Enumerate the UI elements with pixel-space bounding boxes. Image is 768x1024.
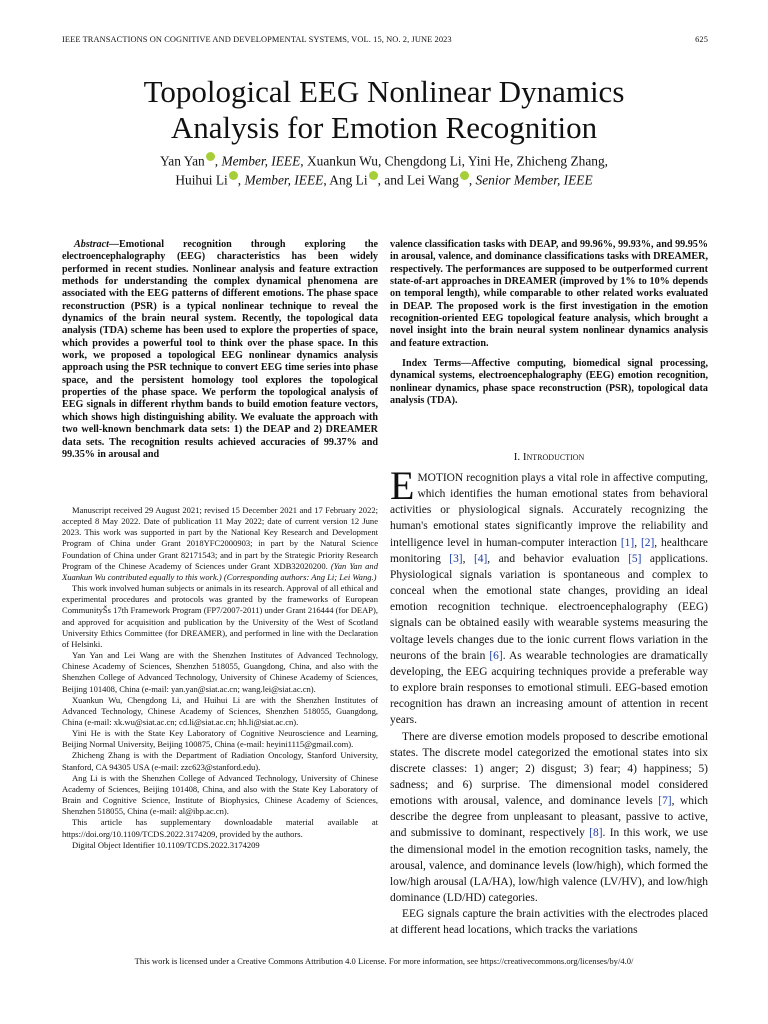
orcid-icon[interactable] — [369, 171, 378, 180]
title-line-2: Analysis for Emotion Recognition — [170, 110, 598, 145]
index-terms-label: Index Terms— — [402, 358, 472, 370]
footnote-corresponding: (Yan Yan and Xuankun Wu contributed equally to this work.) (Corresponding authors: Ang Li; Lei Wang.) — [62, 560, 378, 582]
footnote-affiliation: Zhicheng Zhang is with the Department of Radiation Oncology, Stanford University, Stanford, CA 94305 USA (e-mail: zzc623@stanford.edu). — [62, 750, 378, 772]
orcid-icon[interactable] — [460, 171, 469, 180]
introduction-body — [390, 463, 709, 939]
author-name: , Ang Li — [323, 172, 368, 188]
abstract-text-continued: valence classification tasks with DEAP, and 99.96%, 99.93%, and 99.95% in arousal, valence, and dominance classifications tasks with DREAMER, respectively. The performances are supposed to be outperformed current state-of-art approaches in DREAMER (improved by 1% to 10% depends on temporal length), while comparable to other related works evaluated in DEAP. The proposed work is the first investigation in the emotion recognition-oriented EEG topological feature analysis, which brought a novel insight into the brain neural system nonlinear dynamics analysis and feature extraction. — [390, 239, 708, 349]
citation-link[interactable]: [2] — [640, 536, 655, 549]
author-role: Member, IEEE — [244, 172, 324, 188]
abstract-right — [390, 239, 708, 407]
citation-link[interactable]: [4] — [473, 552, 488, 565]
orcid-icon[interactable] — [229, 171, 238, 180]
author-name: , and Lei Wang — [377, 172, 459, 188]
intro-paragraph: EMOTION recognition plays a vital role in affective computing, which identifies the human emotional states from behavioral activities or physiological signals. Accurately recognizing the human's emotional states significantly improve the reliability and intelligence level in human-computer interaction [1], [2], healthcare monitoring [3], [4], and behavior evaluation [5] applications. Physiological signals variation is spontaneous and complex to conceal when the emotional state changes, providing an ideal emotion recognition technique. electroencephalography (EEG) signals can be obtained easily with wearable systems measuring the voltage levels changes due to the ionic current flows variation in the neurons of the brain [6]. As wearable technologies are dramatically developing, the EEG acquiring techniques provide a preferable way to explore brain responses to emotional stimuli. EEG-based emotion recognition has drawn an increasing amount of attention in recent years. — [390, 463, 709, 727]
footnote-manuscript: Manuscript received 29 August 2021; revised 15 December 2021 and 17 February 2022; accepted 8 May 2022. Date of publication 11 May 2022; date of current version 12 June 2023. This work was supported in part by the National Key Research and Development Program of China under Grant 2018YFC2000903; in part by the Natural Science Foundation of China under Grant 82171543; and in part by the Strategic Priority Research Program of the Chinese Academy of Sciences under Grant XDB32020200. — [62, 505, 378, 571]
license-notice: This work is licensed under a Creative Commons Attribution 4.0 License. For more information, see https://creativecommons.org/licenses/by/4.0/ — [134, 956, 634, 966]
index-terms — [390, 358, 708, 407]
abstract-text: Emotional recognition through exploring the electroencephalography (EEG) characteristics has been widely performed in recent studies. Nonlinear analysis and feature extraction methods for understanding the complex dynamical phenomena are associated with the EEG patterns of different emotions. The phase space reconstruction (PSR) is a typical nonlinear technique to reveal the dynamics of the brain neural system. Recently, the topological data analysis (TDA) scheme has been used to explore the properties of space, which provides a powerful tool to think over the phase space. In this work, we proposed a topological EEG nonlinear dynamics analysis approach using the PSR technique to convert EEG time series into phase space, and the persistent homology tool explores the topological properties of the phase space. We perform the topological analysis of EEG signals in different rhythm bands to build emotion feature vectors, which shows high distinguishing ability. We evaluate the approach with two well-known benchmark data sets: 1) the DEAP and 2) DREAMER data sets. The recognition results achieved accuracies of 99.37% and 99.35% in arousal and — [62, 239, 378, 460]
running-header — [62, 35, 708, 49]
paper-title — [40, 74, 728, 146]
page-number: 625 — [695, 35, 708, 44]
citation-link[interactable]: [6] — [489, 649, 503, 662]
abstract-label: Abstract— — [74, 239, 120, 250]
section-heading — [390, 451, 708, 463]
citation-link[interactable]: [3] — [449, 552, 463, 565]
author-name: Yan Yan — [159, 153, 205, 169]
citation-link[interactable]: [1] — [620, 536, 635, 549]
intro-paragraph: There are diverse emotion models proposed to describe emotional states. The discrete model categorized the emotional states into six discrete classes: 1) anger; 2) disgust; 3) fear; 4) happiness; 5) sadness; and 6) surprise. The dimensional model considered emotions with arousal, valence, and dominance levels [7], which describe the degree from unpleasant to pleasant, passive to active, and submissive to dominant, respectively [8]. In this work, we use the dimensional model in the emotion recognition tasks, namely, the arousal, valence, and dominance levels (low/high), which formed the low/high arousal (LA/HA), low/high valence (LV/HV), and low/high dominance (LD/HD) categories. — [390, 730, 709, 905]
footnote-affiliation: Xuankun Wu, Chengdong Li, and Huihui Li are with the Shenzhen Institutes of Advanced Technology, Chinese Academy of Sciences, Shenzhen 518055, Guangdong, China (e-mail: xk.wu@siat.ac.cn; cd.li@siat.ac.cn; hh.li@siat.ac.cn). — [62, 694, 378, 727]
footnote-doi: Digital Object Identifier 10.1109/TCDS.2022.3174209 — [72, 839, 260, 850]
intro-paragraph: EEG signals capture the brain activities with the electrodes placed at different head locations, which tracks the variations — [390, 908, 708, 937]
footnote-affiliation: Ang Li is with the Shenzhen College of Advanced Technology, University of Chinese Academy of Sciences, Beijing 101408, China, and also with the State Key Laboratory of Brain and Cognitive Science, Institute of Biophysics, Chinese Academy of Sciences, Shenzhen 518055, China (e-mail: al@ibp.ac.cn). — [62, 772, 378, 817]
footnote-supplementary: This article has supplementary downloadable material available at https://doi.org/10.1109/TCDS.2022.3174209, provided by the authors. — [62, 817, 378, 839]
section-title: Introduction — [522, 451, 585, 463]
footnote-affiliation: Yan Yan and Lei Wang are with the Shenzhen Institutes of Advanced Technology, Chinese Academy of Sciences, Shenzhen 518055, Guangdong, China, and also with the Shenzhen College of Advanced Technology, University of Chinese Academy of Sciences, Beijing 101408, China (e-mail: yan.yan@siat.ac.cn; wang.lei@siat.ac.cn). — [62, 650, 378, 694]
citation-link[interactable]: [7] — [658, 795, 672, 808]
journal-name: IEEE TRANSACTIONS ON COGNITIVE AND DEVELOPMENTAL SYSTEMS, VOL. 15, NO. 2, JUNE 2023 — [62, 35, 452, 44]
author-role: Senior Member, IEEE — [475, 172, 593, 188]
author-list: Yan Yan , Member, IEEE, Xuankun Wu, Chengdong Li, Yini He, Zhicheng Zhang, Huihui Li , Member, IEEE, Ang Li , and Lei Wang , Senior Member, IEEE — [159, 153, 609, 188]
section-number: I. — [513, 451, 523, 463]
citation-link[interactable]: [5] — [628, 552, 642, 565]
abstract-left — [62, 239, 378, 461]
author-names: , Xuankun Wu, Chengdong Li, Yini He, Zhicheng Zhang, — [300, 153, 609, 169]
orcid-icon[interactable] — [206, 152, 215, 161]
author-role: Member, IEEE — [221, 153, 301, 169]
footnotes — [62, 505, 378, 851]
citation-link[interactable]: [8] — [589, 827, 603, 840]
footnote-ethics: This work involved human subjects or animals in its research. Approval of all ethical and experimental procedures and protocols was granted by the frameworks of European CommunityŠs 17th Framework Program (FP7/2007-2011) under Grant 216444 (for DEAP), and approved for acquisition and publication by the University of the West of Scotland University Ethics Committee (for DREAMER), and performed in line with the Declaration of Helsinki. — [62, 583, 378, 649]
author-name: Huihui Li — [175, 172, 228, 188]
dropcap: E — [390, 463, 415, 508]
index-terms-text: Affective computing, biomedical signal processing, dynamical systems, electroencephalography (EEG) emotion recognition, nonlinear dynamics, phase space reconstruction (PSR), topological data analysis (TDA). — [390, 358, 708, 407]
footnote-affiliation: Yini He is with the State Key Laboratory of Cognitive Neuroscience and Learning, Beijing Normal University, Beijing 100875, China (e-mail: heyini1115@gmail.com). — [62, 728, 378, 750]
title-line-1: Topological EEG Nonlinear Dynamics — [143, 74, 625, 109]
